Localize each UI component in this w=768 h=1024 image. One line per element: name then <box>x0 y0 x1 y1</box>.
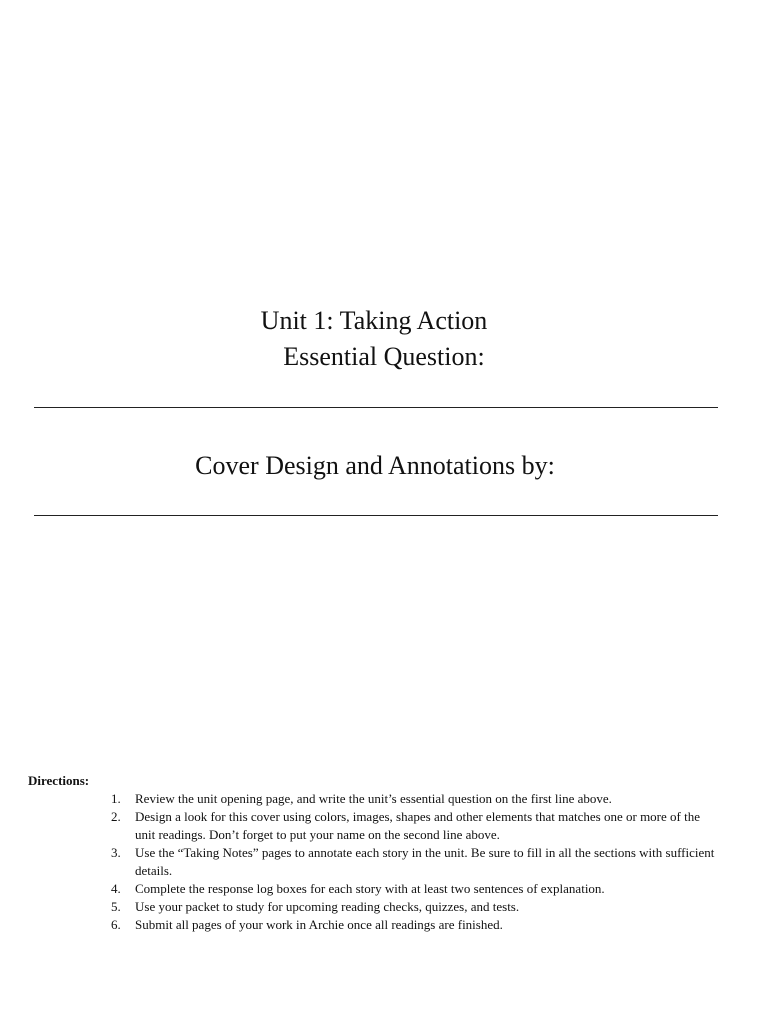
name-line <box>34 515 718 516</box>
direction-step <box>28 790 728 808</box>
credit-label: Cover Design and Annotations by: <box>195 451 555 480</box>
direction-step <box>28 844 728 880</box>
step-text: Use your packet to study for upcoming reading checks, quizzes, and tests. <box>135 899 520 914</box>
step-number: 4. <box>111 881 121 896</box>
step-text: Complete the response log boxes for each story with at least two sentences of explanation. <box>135 881 605 896</box>
directions-heading: Directions: <box>28 773 90 788</box>
unit-title: Unit 1: Taking Action <box>260 306 488 335</box>
direction-step <box>28 898 728 916</box>
essential-question-line <box>34 407 718 408</box>
step-number: 1. <box>111 791 121 806</box>
step-text: Submit all pages of your work in Archie once all readings are finished. <box>135 917 503 932</box>
step-text: Use the “Taking Notes” pages to annotate each story in the unit. Be sure to fill in all the sections with sufficient details. <box>135 845 715 878</box>
step-number: 5. <box>111 899 121 914</box>
step-number: 6. <box>111 917 121 932</box>
step-text: Review the unit opening page, and write the unit’s essential question on the first line above. <box>135 791 612 806</box>
directions-list <box>28 790 728 934</box>
directions-section <box>28 772 728 934</box>
essential-question-label: Essential Question: <box>283 342 485 371</box>
direction-step <box>28 916 728 934</box>
direction-step <box>28 808 728 844</box>
step-number: 3. <box>111 845 121 860</box>
direction-step <box>28 880 728 898</box>
step-text: Design a look for this cover using colors, images, shapes and other elements that matches one or more of the unit readings. Don’t forget to put your name on the second line above. <box>135 809 700 842</box>
step-number: 2. <box>111 809 121 824</box>
